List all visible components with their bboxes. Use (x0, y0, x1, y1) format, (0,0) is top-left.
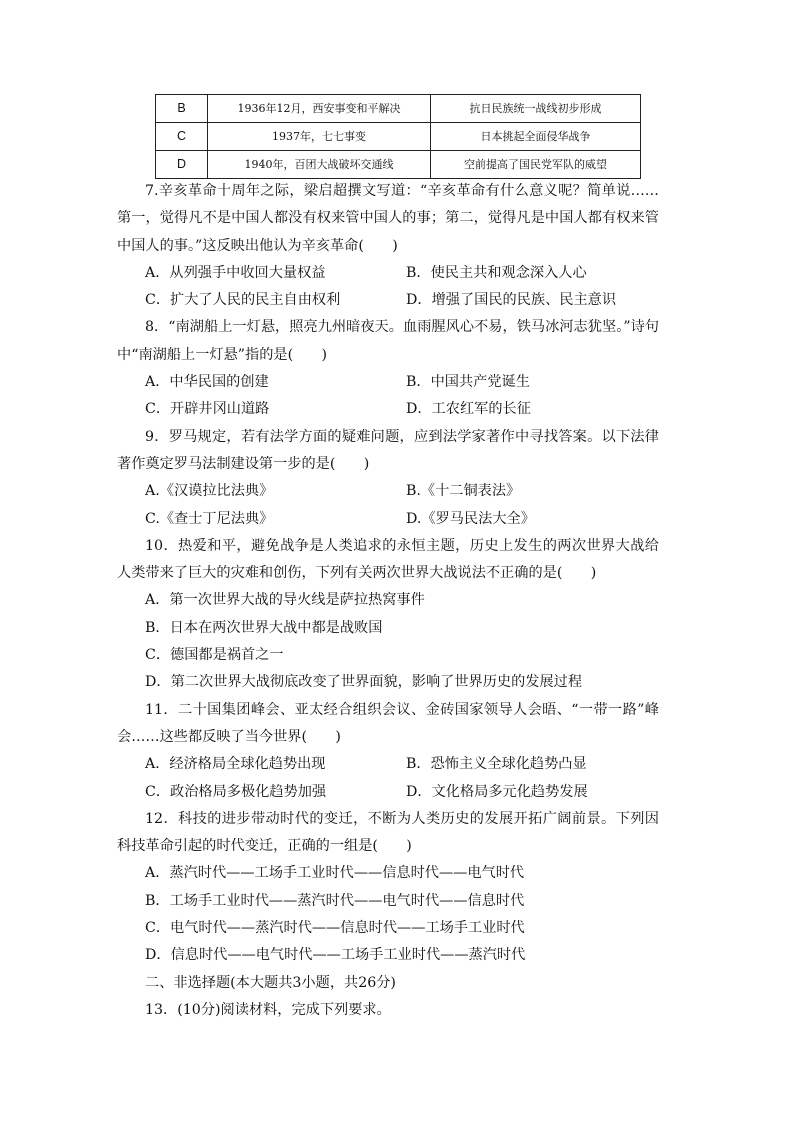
option-row (117, 478, 659, 505)
question-stem (117, 424, 659, 479)
option-d: D．第二次世界大战彻底改变了世界面貌，影响了世界历史的发展过程 (145, 674, 583, 691)
option-b: B．中国共产党诞生 (406, 374, 530, 391)
option-row (117, 260, 659, 287)
option-d: D．工农红军的长征 (406, 401, 531, 418)
option-row (117, 506, 659, 533)
question-11 (117, 697, 659, 806)
option-c: C．政治格局多极化趋势加强 (145, 783, 327, 800)
table-cell-letter: D (156, 151, 208, 179)
question-10 (117, 533, 659, 697)
option-a: A．第一次世界大战的导火线是萨拉热窝事件 (145, 592, 425, 609)
stem-line: 9．罗马规定，若有法学方面的疑难问题，应到法学家著作中寻找答案。以下法律著作奠 (117, 428, 659, 472)
option-row (117, 396, 659, 423)
stem-line: 10．热爱和平，避免战争是人类追求的永恒主题，历史上发生的两次世界大战给人类带 (117, 537, 659, 582)
option-a: A．中华民国的创建 (145, 374, 269, 391)
option-a: A.《汉谟拉比法典》 (145, 483, 274, 500)
option-row (117, 751, 659, 778)
table-cell-effect: 日本挑起全面侵华战争 (431, 123, 641, 151)
option-a: A．经济格局全球化趋势出现 (145, 756, 326, 773)
stem-line: 觉得凡不是中国人都没有权来管中国人的事；第二，觉得凡是中国人都有权来管中国人的 (117, 210, 659, 254)
stem-line: 7.辛亥革命十周年之际，梁启超撰文写道：“辛亥革命有什么意义呢？简单说……第一， (117, 183, 659, 227)
table-cell-event: 1937年，七七事变 (208, 123, 431, 151)
option-b: B．工场手工业时代——蒸汽时代——电气时代——信息时代 (145, 892, 525, 909)
table-row (156, 95, 641, 123)
table-cell-effect: 空前提高了国民党军队的威望 (431, 151, 641, 179)
option-b: B.《十二铜表法》 (406, 483, 521, 500)
question-13: 13．(10分)阅读材料，完成下列要求。 (145, 1001, 391, 1018)
option-c: C.《查士丁尼法典》 (145, 510, 274, 527)
question-stem (117, 697, 659, 752)
table-row (156, 123, 641, 151)
option-b: B．使民主共和观念深入人心 (406, 264, 587, 281)
table-cell-letter: C (156, 123, 208, 151)
stem-line: 命引起的时代变迁，正确的一组是( ) (159, 838, 412, 855)
stem-line: 这些都反映了当今世界( ) (159, 728, 341, 745)
question-12 (117, 806, 659, 970)
table-cell-letter: B (156, 95, 208, 123)
option-c: C．扩大了人民的民主自由权利 (145, 292, 341, 309)
option-d: D．增强了国民的民族、民主意识 (406, 292, 617, 309)
stem-line: 11．二十国集团峰会、亚太经合组织会议、金砖国家领导人会晤、“一带一路”峰会…… (117, 701, 659, 745)
question-stem (117, 533, 659, 588)
option-a: A．蒸汽时代——工场手工业时代——信息时代——电气时代 (145, 865, 525, 882)
table-row (156, 151, 641, 179)
option-c: C．开辟井冈山道路 (145, 401, 270, 418)
option-c: C．德国都是祸首之一 (145, 647, 284, 664)
option-row (117, 779, 659, 806)
question-9 (117, 424, 659, 533)
section-heading: 二、非选择题(本大题共3小题，共26分) (145, 974, 396, 991)
stem-line: 定罗马法制建设第一步的是( ) (159, 455, 370, 472)
question-7 (117, 178, 659, 314)
option-c: C．电气时代——蒸汽时代——信息时代——工场手工业时代 (145, 920, 525, 937)
option-b: B．恐怖主义全球化趋势凸显 (406, 756, 587, 773)
question-stem (117, 178, 659, 260)
options-table (155, 94, 641, 179)
option-b: B．日本在两次世界大战中都是战败国 (145, 619, 383, 636)
stem-line: 来了巨大的灾难和创伤，下列有关两次世界大战说法不正确的是( ) (159, 565, 597, 582)
table-cell-event: 1940年，百团大战破坏交通线 (208, 151, 431, 179)
stem-line: 12．科技的进步带动时代的变迁，不断为人类历史的发展开拓广阔前景。下列因科技革 (117, 810, 659, 855)
stem-line: 8．“南湖船上一灯悬，照亮九州暗夜天。血雨腥风心不易，铁马冰河志犹坚。”诗句中 (117, 319, 659, 363)
questions (117, 178, 659, 1024)
option-d: D．信息时代——电气时代——工场手工业时代——蒸汽时代 (145, 947, 526, 964)
question-8 (117, 314, 659, 423)
option-row (117, 287, 659, 314)
table-cell-effect: 抗日民族统一战线初步形成 (431, 95, 641, 123)
question-stem (117, 806, 659, 861)
option-d: D.《罗马民法大全》 (406, 510, 535, 527)
question-stem (117, 314, 659, 369)
stem-line: 事。”这反映出他认为辛亥革命( ) (173, 237, 398, 254)
option-d: D．文化格局多元化趋势发展 (406, 783, 588, 800)
option-row (117, 369, 659, 396)
stem-line: “南湖船上一灯悬”指的是( ) (131, 346, 328, 363)
table-cell-event: 1936年12月，西安事变和平解决 (208, 95, 431, 123)
option-a: A．从列强手中收回大量权益 (145, 264, 326, 281)
